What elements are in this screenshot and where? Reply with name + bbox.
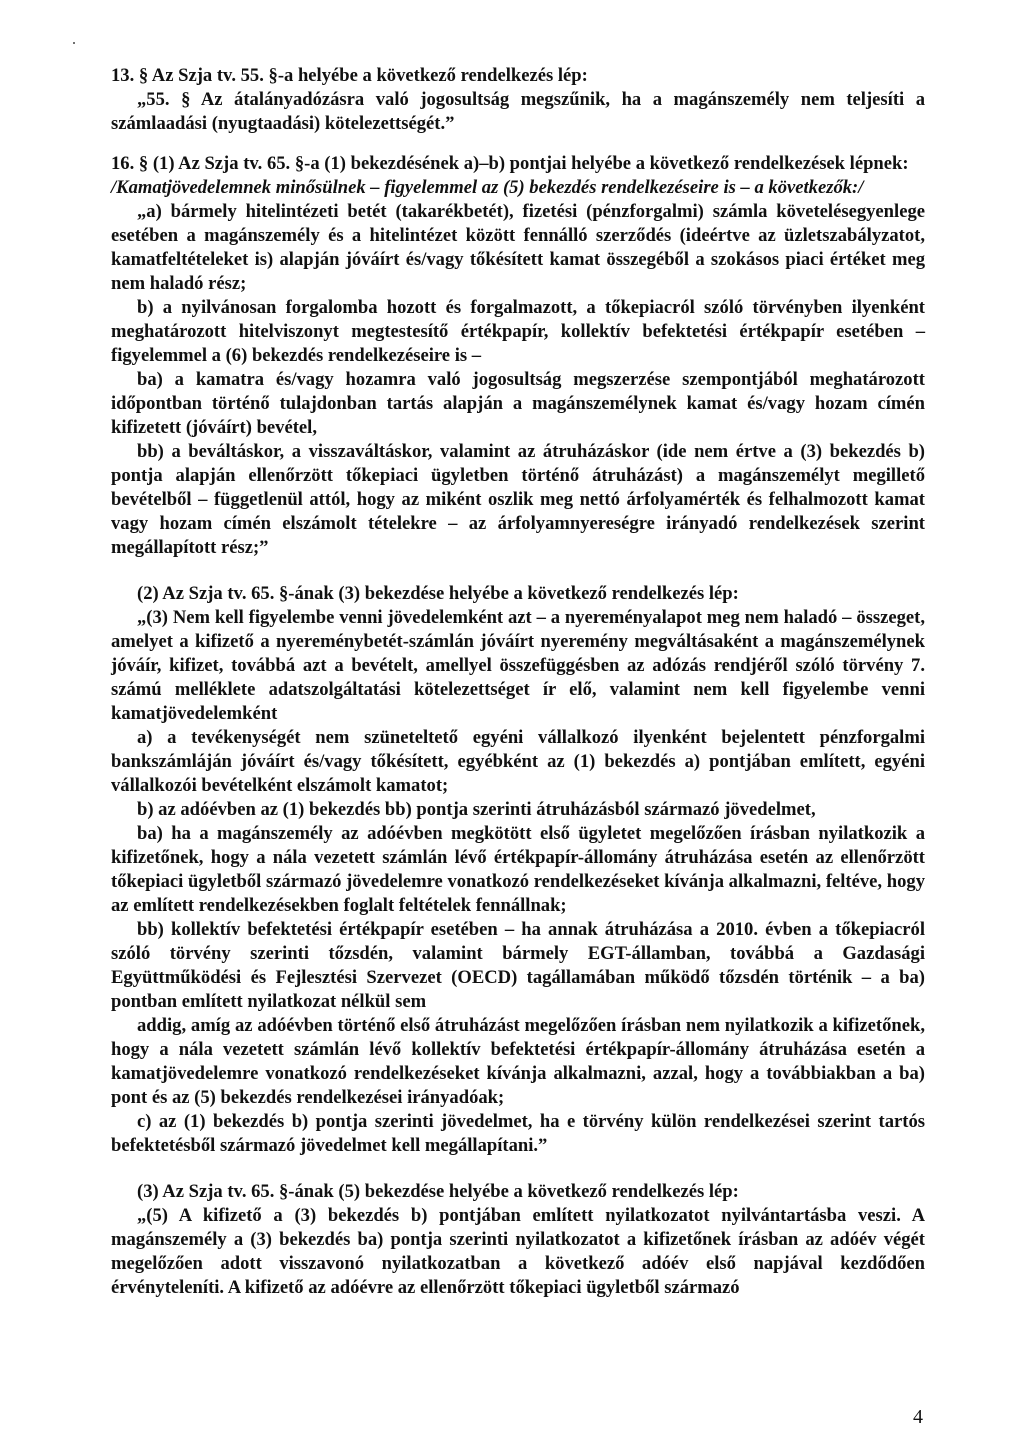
para-55-text: „55. § Az átalányadózásra való jogosultság megszűnik, ha a magánszemély nem teljesíti a számlaadási (nyugtaadási) kötelezettségét.” xyxy=(111,89,925,134)
para-16-preamble: /Kamatjövedelemnek minősülnek – figyelemmel az (5) bekezdés rendelkezéseire is – a következők:/ xyxy=(111,177,864,198)
para-16-2-body: „(3) Nem kell figyelembe venni jövedelemként azt – a nyereményalapot meg nem haladó – összeget, amelyet a kifizető a nyereménybetét-számlán jóváírt nyeremény megváltásaként a magánszemélynek jóváír, kifizet, továbbá azt a bevételt, amellyel összefüggésben az adózás rendjéről szóló törvény 7. számú melléklete adatszolgáltatási kötelezettséget ír elő, valamint nem kell figyelembe venni kamatjövedelemként xyxy=(111,607,925,724)
para-16-b: b) a nyilvánosan forgalomba hozott és forgalmazott, a tőkepiacról szóló törvényben ilyenként meghatározott hitelviszonyt megtestesítő értékpapír, kollektív befektetési értékpapír esetében – figyelemmel a (6) bekezdés rendelkezéseire is – xyxy=(111,297,925,366)
para-16-title: 16. § (1) Az Szja tv. 65. §-a (1) bekezdésének a)–b) pontjai helyébe a következő rendelkezések lépnek: xyxy=(111,153,909,174)
para-16-2-a: a) a tevékenységét nem szüneteltető egyéni vállalkozó ilyenként bejelentett pénzforgalmi bankszámláján jóváírt és/vagy tőkésített, egyébként az (1) bekezdés a) pontjában említett, egyéni vállalkozói bevételként elszámolt kamatot; xyxy=(111,727,925,796)
para-16-2-ba: ba) ha a magánszemély az adóévben megkötött első ügyletet megelőzően írásban nyilatkozik a kifizetőnek, hogy a nála vezetett számlán lévő értékpapír-állomány átruházása esetén az ellenőrzött tőkepiaci ügyletből származó jövedelemre vonatkozó rendelkezéseket kívánja alkalmazni, feltéve, hogy az említett rendelkezésekben foglalt feltételek fennállnak; xyxy=(111,823,925,916)
para-13-title: 13. § Az Szja tv. 55. §-a helyébe a következő rendelkezés lép: xyxy=(111,65,588,86)
para-16-2-title: (2) Az Szja tv. 65. §-ának (3) bekezdése helyébe a következő rendelkezés lép: xyxy=(137,583,739,604)
para-16-2-addig: addig, amíg az adóévben történő első átruházást megelőzően írásban nem nyilatkozik a kifizetőnek, hogy a nála vezetett számlán lévő kollektív befektetési értékpapír-állomány átruházása esetén a kamatjövedelemre vonatkozó rendelkezéseket kívánja alkalmazni, azzal, hogy a továbbiakban a ba) pont és az (5) bekezdés rendelkezései irányadóak; xyxy=(111,1015,925,1108)
page-number: 4 xyxy=(913,1406,923,1428)
para-16-ba: ba) a kamatra és/vagy hozamra való jogosultság megszerzése szempontjából meghatározott időpontban történő tulajdonban tartás alapján a magánszemélynek kamat és/vagy hozam címén kifizetett (jóváírt) bevétel, xyxy=(111,369,925,438)
para-16-2-c: c) az (1) bekezdés b) pontja szerinti jövedelmet, ha e törvény külön rendelkezései szerint tartós befektetésből származó jövedelmet kell megállapítani.” xyxy=(111,1111,925,1156)
para-16-a: „a) bármely hitelintézeti betét (takarékbetét), fizetési (pénzforgalmi) számla követelésegyenlege esetében a magánszemély és a hitelintézet között fennálló szerződés (ideértve az üzletszabályzatot, kamatfeltételeket is) alapján jóváírt és/vagy tőkésített kamat összegéből a szokásos piaci értéket meg nem haladó rész; xyxy=(111,201,925,294)
para-16-3-body: „(5) A kifizető a (3) bekezdés b) pontjában említett nyilatkozatot nyilvántartásba veszi. A magánszemély a (3) bekezdés ba) pontja szerinti nyilatkozatot a kifizetőnek írásban az adóév végét megelőzően adott visszavonó nyilatkozatban a következő adóév első napjával kezdődően érvényteleníti. A kifizető az adóévre az ellenőrzött tőkepiaci ügyletből származó xyxy=(111,1205,925,1298)
para-16-3-title: (3) Az Szja tv. 65. §-ának (5) bekezdése helyébe a következő rendelkezés lép: xyxy=(137,1181,739,1202)
document-body xyxy=(111,64,925,1300)
para-16-2-bb: bb) kollektív befektetési értékpapír esetében – ha annak átruházása a 2010. évben a tőkepiacról szóló törvény szerinti tőzsdén, valamint bármely EGT-államban, továbbá a Gazdasági Együttműködési és Fejlesztési Szervezet (OECD) tagállamában működő tőzsdén történik – a ba) pontban említett nyilatkozat nélkül sem xyxy=(111,919,925,1012)
para-16-2-b: b) az adóévben az (1) bekezdés bb) pontja szerinti átruházásból származó jövedelmet, xyxy=(137,799,816,820)
scan-speck xyxy=(73,42,75,44)
para-16-bb: bb) a beváltáskor, a visszaváltáskor, valamint az átruházáskor (ide nem értve a (3) bekezdés b) pontja alapján ellenőrzött tőkepiaci ügyletben történő átruházást) a magánszemélyt megillető bevételből – függetlenül attól, hogy az miként oszlik meg nettó árfolyamérték és felhalmozott kamat vagy hozam címén elszámolt tételekre – az árfolyamnyereségre irányadó rendelkezések szerint megállapított rész;” xyxy=(111,441,925,558)
